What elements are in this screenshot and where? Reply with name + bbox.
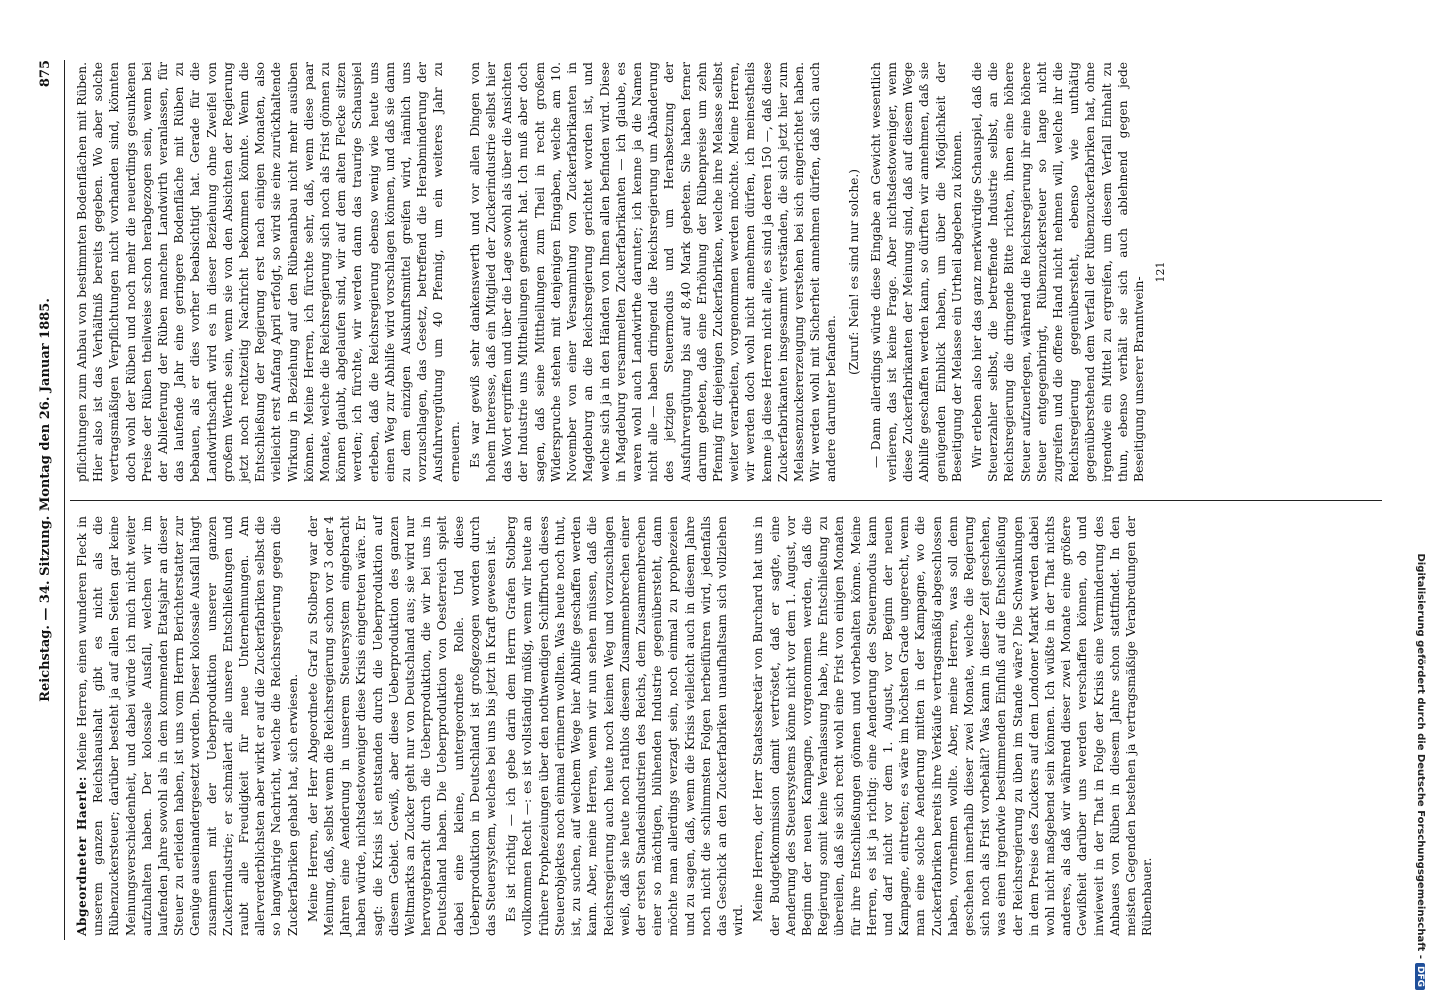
column-rule: [70, 500, 1382, 501]
credit-line: [1412, 12, 1426, 990]
paragraph-text: Meine Herren, einen wunderen Fleck in unserem ganzen Reichshaushalt gibt es nicht als die Rübenzuckersteuer; darüber besteht ja auf allen Seiten gar keine Meinungsverschiedenheit, und dabei würde ich mich nicht weiter aufzuhalten haben. Der kolossale Ausfall, welchen wir im laufenden Jahre sowohl als in dem kommenden Etatsjahr an dieser Steuer zu erleiden haben, ist uns vom Herrn Berichterstatter zur Genüge auseinandergesetzt worden. Dieser kolossale Ausfall hängt zusammen mit der Ueberproduktion unserer ganzen Zuckerindustrie; er schmälert alle unsere Entschließungen und raubt alle Freudigkeit für neue Unternehmungen. Am allerverderblichsten aber wirkt er auf die Zuckerfabriken selbst die so langwährige Nachricht, welche die Reichsregierung gegen die Zuckerfabriken gehabt hat, sich erwiesen.: [75, 516, 300, 936]
page-number: 875: [38, 60, 53, 88]
paragraph: [74, 516, 301, 936]
paragraph: Wir erleben also hier das ganz merkwürdige Schauspiel, daß die Steuerzahler selbst, die betreffende Industrie selbst, an die Reichsregierung die dringende Bitte richten, ihnen eine höhere Steuer aufzuerlegen, während die Reichsregierung ihr eine höhere Steuer entgegenbringt, Rübenzuckersteuer so lange nicht zugreifen und die offene Hand nicht nehmen will, welche ihr die Reichsregierung gegenübersteht, ebenso wie unthätig gegenüberstehend dem Verfall der Rübenzuckerfabriken hat, ohne irgendwie ein Mittel zu ergreifen, um diesem Verfall Einhalt zu thun, ebenso verhält sie sich auch ablehnend gegen jede Beseitigung unserer Branntwein-: [969, 62, 1146, 482]
running-head: [38, 60, 64, 940]
paragraph: Meine Herren, der Herr Abgeordnete Graf zu Stolberg war der Meinung, daß, selbst wenn die Reichsregierung schon vor 3 oder 4 Jahren eine Aenderung in unserem Steuersystem eingebracht haben würde, nichtsdestoweniger diese Krisis eingetreten wäre. Er sagt: die Krisis ist entstanden durch die Ueberproduktion auf diesem Gebiet. Gewiß, aber diese Ueberproduktion des ganzen Weltmarkts an Zucker geht nur von Deutschland aus; sie wird nur hervorgebracht durch die Ueberproduktion, die wir bei uns in Deutschland haben. Die Ueberproduktion von Oesterreich spielt dabei eine kleine, untergeordnete Rolle. Und diese Ueberproduktion in Deutschland ist großgezogen worden durch das Steuersystem, welches bei uns bis jetzt in Kraft gewesen ist.: [305, 516, 499, 936]
session-line: Reichstag. — 34. Sitzung. Montag den 26. Januar 1885.: [38, 298, 53, 702]
paragraph: Meine Herren, der Herr Staatssekretär von Burchard hat uns in der Budgetkommission damit vertröstet, daß er sagte, eine Aenderung des Steuersystems könne nicht vor dem 1. August, vor Beginn der neuen Kampagne, vorgenommen werden, daß die Regierung somit keine Veranlassung habe, ihre Entschließung zu übereilen, daß sie sich recht wohl eine Frist von einigen Monaten für ihre Entschließungen gönnen und vorbehalten könne. Meine Herren, es ist ja richtig: eine Aenderung des Steuermodus kann und darf nicht vor dem 1. August, vor Beginn der neuen Kampagne, eintreten; es wäre im höchsten Grade ungerecht, wenn man eine solche Aenderung mitten in der Kampagne, wo die Zuckerfabriken bereits ihre Verkäufe vertragsmäßig abgeschlossen haben, vornehmen wollte. Aber, meine Herren, was soll denn geschehen innerhalb dieser zwei Monate, welche die Regierung sich noch als Frist vorbehält? Was kann in dieser Zeit geschehen, was einen irgendwie bestimmenden Einfluß auf die Entschließung der Reichsregierung zu üben im Stande wäre? Die Schwankungen in dem Preise des Zuckers auf dem Londoner Markt werden dabei wohl nicht maßgebend sein können. Ich wüßte in der That nichts anderes, als daß wir während dieser zwei Monate eine größere Gewißheit darüber uns werden verschaffen können, ob und inwieweit in der That in Folge der Krisis eine Verminderung des Anbaues von Rüben in diesem Jahre schon stattfindet. In den meisten Gegenden bestehen ja vertragsmäßige Verabredungen der Rübenbauer.: [751, 516, 1155, 936]
left-column: [74, 516, 1159, 936]
right-column: [74, 62, 1169, 482]
credit-text: Digitalisierung gefördert durch die Deutsche Forschungsgemeinschaft -: [1415, 553, 1426, 959]
interjection: (Zuruf: Nein! es sind nur solche.): [846, 168, 861, 376]
rotated-page: [30, 30, 1402, 970]
dfg-logo: DFG: [1415, 963, 1425, 990]
sheet-signature: 121: [1154, 261, 1168, 283]
paragraph: — Dann allerdings würde diese Eingabe an Gewicht wesentlich verlieren, das ist keine Frage. Aber nichtsdestoweniger, wenn diese Zuckerfabrikanten der Meinung sind, daß auf diesem Wege Abhilfe geschaffen werden kann, so dürften wir annehmen, daß sie genügenden Einblick haben, um über die Möglichkeit der Beseitigung der Melasse ein Urtheil abgeben zu können.: [868, 62, 964, 482]
digitization-credit: [1408, 12, 1430, 990]
header-rule: [64, 60, 65, 940]
paragraph: Es ist richtig — ich gebe darin dem Herrn Grafen Stolberg vollkommen Recht —: es ist vollständig müßig, wenn wir heute an frühere Prophezeiungen über den nothwendigen Schiffbruch dieses Steuerobjektes noch einmal erinnern wollten. Was heute noch thut, ist, zu suchen, auf welchem Wege hier Abhilfe geschaffen werden kann. Aber, meine Herren, wenn wir nun sehen müssen, daß die Reichsregierung auch heute noch keinen Weg und vorzuschlagen weiß, daß sie heute noch rathlos diesem Zusammenbrechen einer der ersten Standesindustrien des Reichs, dem Zusammenbrechen einer so mächtigen, blühenden Industrie gegenübersteht, dann möchte man allerdings verzagt sein, noch einmal zu prophezeien und zu sagen, daß, wenn die Krisis vielleicht auch in diesem Jahre noch nicht die schlimmsten Folgen herbeiführen wird, jedenfalls das Geschick an den Zuckerfabriken unaufhaltsam sich vollziehen wird.: [504, 516, 746, 936]
paragraph: pflichtungen zum Anbau von bestimmten Bodenflächen mit Rüben. Hier also ist das Verhältniß bereits gegeben. Wo aber solche vertragsmäßigen Verpflichtungen nicht vorhanden sind, könnten doch wohl der Rüben und noch mehr die neuerdings gesunkenen Preise der Rüben theilweise schon herabgezogen sein, wenn bei der Ablieferung der Rüben manchen Landwirth veranlassen, für das laufende Jahr eine geringere Bodenfläche mit Rüben zu bebauen, als er dies vorher beabsichtigt hat. Gerade für die Landwirthschaft wird es in dieser Beziehung ohne Zweifel von großem Werthe sein, wenn sie von den Absichten der Regierung jetzt noch rechtzeitig Nachricht bekommen könnte. Wenn die Entschließung der Regierung erst nach einigen Monaten, also vielleicht erst Anfang April erfolgt, so wird sie eine zurückhaltende Wirkung in Beziehung auf den Rübenanbau nicht mehr ausüben können. Meine Herren, ich fürchte sehr, daß, wenn diese paar Monate, welche die Reichsregierung sich noch als Frist gönnen zu können glaubt, abgelaufen sind, wir auf dem alten Flecke sitzen werden; ich fürchte, wir werden dann das traurige Schauspiel erleben, daß die Reichsregierung ebenso wenig wie heute uns einen Weg zur Abhilfe wird vorschlagen können, und daß sie dann zu dem einzigen Auskunftsmittel greifen wird, nämlich uns vorzuschlagen, das Gesetz, betreffend die Herabminderung der Ausfuhrvergütung um 40 Pfennig, um ein weiteres Jahr zu erneuern.: [75, 62, 462, 482]
speaker-name: Abgeordneter Haerle:: [75, 776, 89, 936]
paragraph: Es war gewiß sehr dankenswerth und vor allen Dingen von hohem Interesse, daß ein Mitglied der Zuckerindustrie selbst hier das Wort ergriffen und über die Lage sowohl als über die Ansichten der Industrie uns Mittheilungen gemacht hat. Ich muß aber doch sagen, daß seine Mittheilungen zum Theil in recht großem Widerspruche stehen mit denjenigen Eingaben, welche am 10. November von einer Versammlung von Zuckerfabrikanten in Magdeburg an die Reichsregierung gerichtet worden ist, und welche sich ja in den Händen von Ihnen allen befinden wird. Diese in Magdeburg versammelten Zuckerfabrikanten — ich glaube, es waren wohl auch Landwirthe darunter; ich kenne ja die Namen nicht alle — haben dringend die Reichsregierung um Abänderung des jetzigen Steuermodus und um Herabsetzung der Ausfuhrvergütung bis auf 8,40 Mark gebeten. Sie haben ferner darum gebeten, daß eine Erhöhung der Rübenpreise um zehn Pfennig für diejenigen Zuckerfabriken, welche ihre Melasse selbst weiter verarbeiten, vorgenommen werden möchte. Meine Herren, wir werden doch wohl nicht annehmen dürfen, ich meinestheils kenne ja diese Herren nicht alle, es sind ja deren 150 —, daß diese Zuckerfabrikanten insgesammt verständen, die sich jetzt hier zum Melassenzuckererzeugung verstehen bei sich eingerichtet haben. Wir werden wohl mit Sicherheit annehmen dürfen, daß sich auch andere darunter befanden.: [467, 62, 839, 482]
